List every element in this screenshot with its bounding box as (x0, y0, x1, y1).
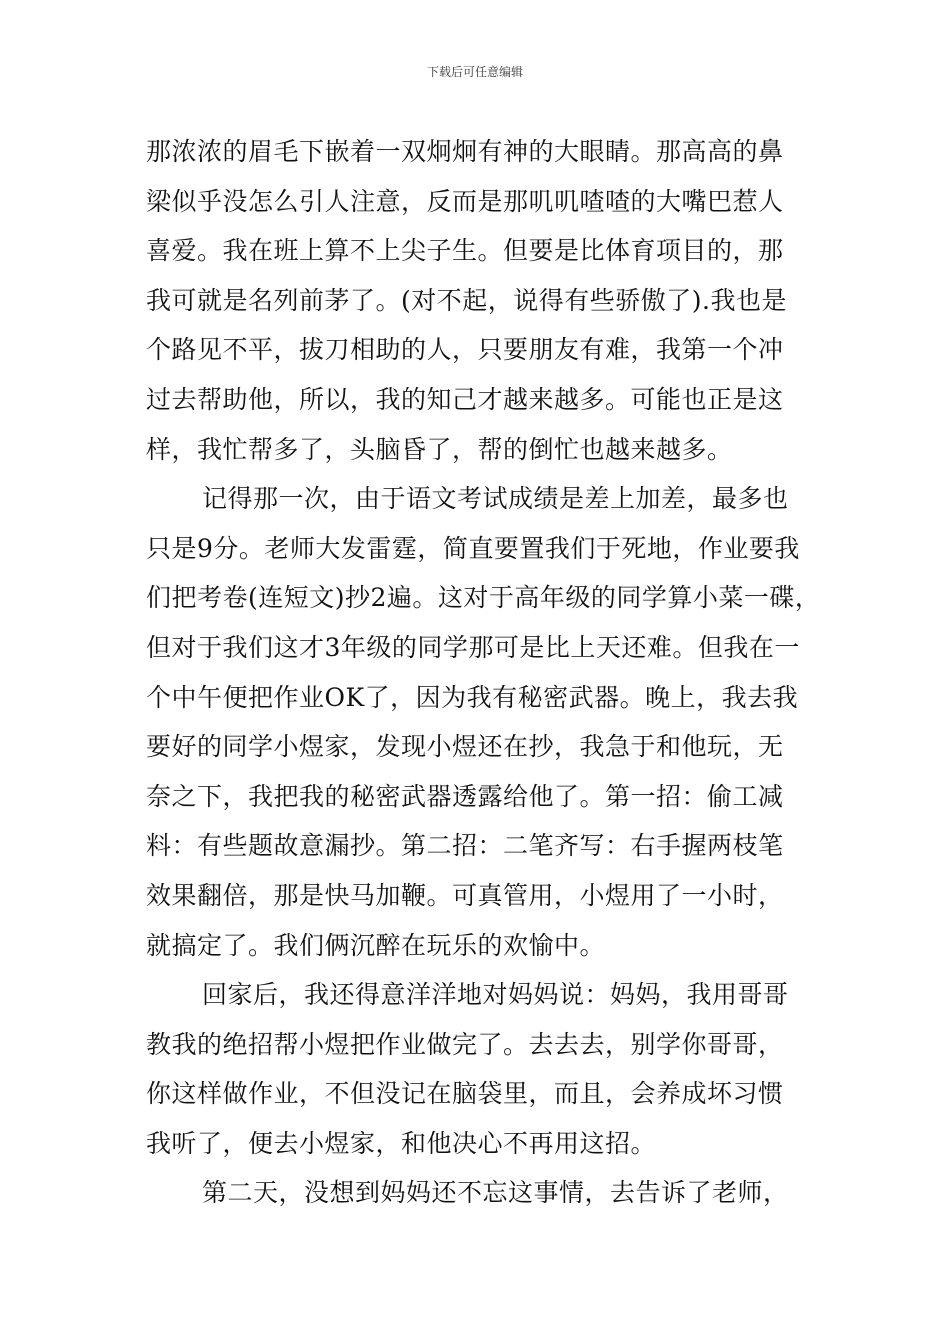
text-line: 要好的同学小煜家，发现小煜还在抄，我急于和他玩，无 (146, 732, 784, 762)
text-line: 我可就是名列前茅了。(对不起，说得有些骄傲了).我也是 (146, 285, 787, 315)
text-line: 们把考卷(连短文)抄2遍。这对于高年级的同学算小菜一碟， (146, 583, 821, 613)
text-line: 样，我忙帮多了，头脑昏了，帮的倒忙也越来越多。 (146, 434, 733, 464)
text-line: 个中午便把作业OK了，因为我有秘密武器。晚上，我去我 (146, 682, 799, 712)
text-line: 梁似乎没怎么引人注意，反而是那叽叽喳喳的大嘴巴惹人 (146, 186, 784, 216)
text-line: 记得那一次，由于语文考试成绩是差上加差，最多也 (202, 484, 789, 514)
text-line: 喜爱。我在班上算不上尖子生。但要是比体育项目的，那 (146, 236, 784, 266)
page-header: 下载后可任意编辑 (426, 65, 523, 79)
text-line: 那浓浓的眉毛下嵌着一双炯炯有神的大眼睛。那高高的鼻 (146, 137, 784, 166)
text-line: 但对于我们这才3年级的同学那可是比上天还难。但我在一 (146, 632, 800, 662)
text-line: 第二天，没想到妈妈还不忘这事情，去告诉了老师， (202, 1178, 789, 1208)
text-line: 奈之下，我把我的秘密武器透露给他了。第一招：偷工减 (146, 781, 784, 811)
text-line: 效果翻倍，那是快马加鞭。可真管用，小煜用了一小时， (146, 880, 784, 910)
text-line: 回家后，我还得意洋洋地对妈妈说：妈妈，我用哥哥 (202, 980, 789, 1010)
text-line: 料：有些题故意漏抄。第二招：二笔齐写：右手握两枝笔 (146, 831, 784, 861)
text-line: 只是9分。老师大发雷霆，简直要置我们于死地，作业要我 (146, 533, 800, 563)
text-line: 个路见不平，拔刀相助的人，只要朋友有难，我第一个冲 (146, 335, 784, 365)
text-line: 就搞定了。我们俩沉醉在玩乐的欢愉中。 (146, 930, 606, 960)
text-line: 我听了，便去小煜家，和他决心不再用这招。 (146, 1128, 657, 1158)
text-line: 过去帮助他，所以，我的知己才越来越多。可能也正是这 (146, 384, 784, 414)
body-text (146, 127, 821, 1218)
text-line: 你这样做作业，不但没记在脑袋里，而且，会养成坏习惯 (146, 1079, 784, 1109)
text-line: 教我的绝招帮小煜把作业做完了。去去去，别学你哥哥， (146, 1029, 784, 1059)
